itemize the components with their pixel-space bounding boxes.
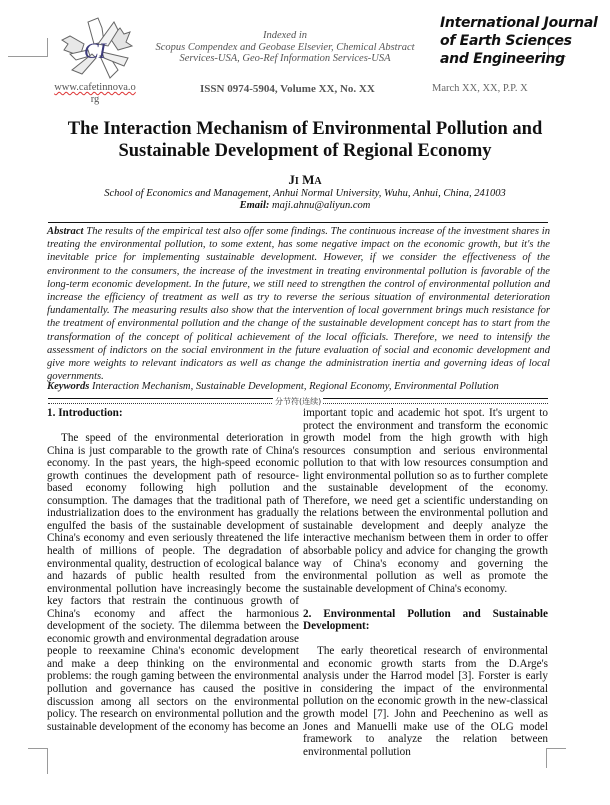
section-break-continuous — [48, 397, 548, 407]
paper-title — [60, 118, 550, 162]
journal-logo-icon — [58, 14, 134, 84]
section-break-label: 分节符(连续) — [275, 397, 322, 406]
publisher-url-line2[interactable]: rg — [90, 94, 100, 105]
journal-name-line1: International Journal — [440, 15, 598, 31]
keywords-label: Keywords — [47, 381, 90, 392]
publisher-url[interactable] — [50, 82, 140, 106]
abstract — [47, 225, 550, 383]
paper-title-line2: Sustainable Development of Regional Economy — [118, 141, 492, 161]
journal-name-line2: of Earth Sciences — [440, 33, 572, 49]
introduction-paragraph-2: important topic and academic hot spot. It's urgent to protect the environment and transform the economic growth model from the high growth with high resources consumption and serious environmental pollution to that with low resources consumption and light environmental pollution so as to further complete the sustainable development of the economy. Therefore, we need get a scientific understanding on the relations between the environmental pollution and sustainable development and deeply analyze the interactive mechanism between them in order to offer absorbable policy and advice for changing the growth way of China's economy and governing the environmental pollution as well as promote the sustainable development of China's economy. — [303, 407, 548, 595]
abstract-text: The results of the empirical test also offer some findings. The continuous increase of the investment shares in treating the environmental pollution, to some extent, has some negative impact on the economic growth, but it's the inevitable price for implementing sustainable development. However, if we consider the effectiveness of the environment to the consumers, the increase of the investment in treating environmental pollution is favorable of the long-term economic development. In the future, we still need to strengthen the control of environmental pollution and increase the efficiency of treatment as well as try to reverse the serious situation of environmental deterioration fundamentally. The measuring results also show that the intervention of local government brings much resistance for the treatment of environmental pollution and the change of the sustainable development concept has to start from the transformation of the concept of political achievement of the local officials. Therefore, we need to intensify the assessment of indictors on the social environment in the future evaluation of social and economic development and give more weights to relevant indicators as well as change the administration inertia and governing ideas of local governments. — [47, 226, 550, 383]
author-name: JI MA — [288, 172, 322, 187]
indexed-databases-line1: Scopus Compendex and Geobase Elsevier, Chemical Abstract — [155, 41, 415, 53]
keywords — [47, 380, 550, 393]
corner-mark-bottom-right — [546, 748, 566, 768]
publisher-url-line1[interactable]: www.cafetinnova.o — [54, 82, 136, 93]
svg-text:CI: CI — [84, 38, 106, 63]
corner-mark-bottom-left — [28, 748, 48, 774]
author-affiliation: School of Economics and Management, Anhui Normal University, Wuhu, Anhui, China, 241003 — [104, 188, 506, 199]
paper-title-line1: The Interaction Mechanism of Environmental Pollution and — [67, 119, 543, 139]
author-email[interactable] — [60, 200, 550, 212]
indexing-info — [150, 30, 420, 65]
issue-date-pages: March XX, XX, P.P. X — [432, 83, 528, 94]
issn-volume: ISSN 0974-5904, Volume XX, No. XX — [200, 83, 375, 95]
keywords-text: Interaction Mechanism, Sustainable Development, Regional Economy, Environmental Pollution — [92, 381, 499, 392]
section-heading-introduction: 1. Introduction: — [47, 407, 123, 419]
abstract-top-rule — [48, 222, 548, 223]
section-heading-environmental-pollution: 2. Environmental Pollution and Sustainable Development: — [303, 607, 548, 633]
email-label: Email: — [239, 200, 270, 211]
body-column-left — [47, 407, 299, 733]
journal-name — [440, 14, 598, 68]
corner-mark-top-left — [8, 38, 48, 57]
body-column-right — [303, 407, 548, 758]
section2-paragraph-1: The early theoretical research of environmental and economic growth starts from the D.Arge's analysis under the Harrod model [3]. Forster is early in considering the impact of the environmental pollution on the economic growth in the new-classical growth model [7]. John and Peechenino as well as Jones and Manuelli make use of the OLG model framework to analyze the relation between environmental pollution — [303, 645, 548, 758]
abstract-label: Abstract — [47, 226, 84, 237]
indexed-in-label: Indexed in — [262, 30, 308, 41]
introduction-paragraph-1: The speed of the environmental deterioration in China is just comparable to the growth rate of China's economy. In the past years, the high-speed economic growth continues the development path of resource-based economy following high pollution and consumption. The damages that the traditional path of industrialization does to the environment has gradually engulfed the basis of the sustainable development of China's economy and even seriously threatened the life health of millions of people. The degradation of environmental quality, destruction of ecological balance and hazards of public health resulted from the environmental pollution have increasingly become the key factors that restrain the continuous growth of China's economy and affect the harmonious development of the society. The dilemma between the economic growth and environmental degradation arouse people to reexamine China's economic development and make a deep thinking on the environmental problems: the rough gaming between the environmental pollution and governance has caused the positive discussion among all sectors on the environmental policy. The research on environmental pollution and the sustainable development of the economy has become an — [47, 432, 299, 733]
journal-name-line3: and Engineering — [440, 51, 565, 67]
indexed-databases-line2: Services-USA, Geo-Ref Information Services-USA — [179, 53, 391, 64]
email-address[interactable]: maji.ahnu@aliyun.com — [272, 200, 371, 211]
